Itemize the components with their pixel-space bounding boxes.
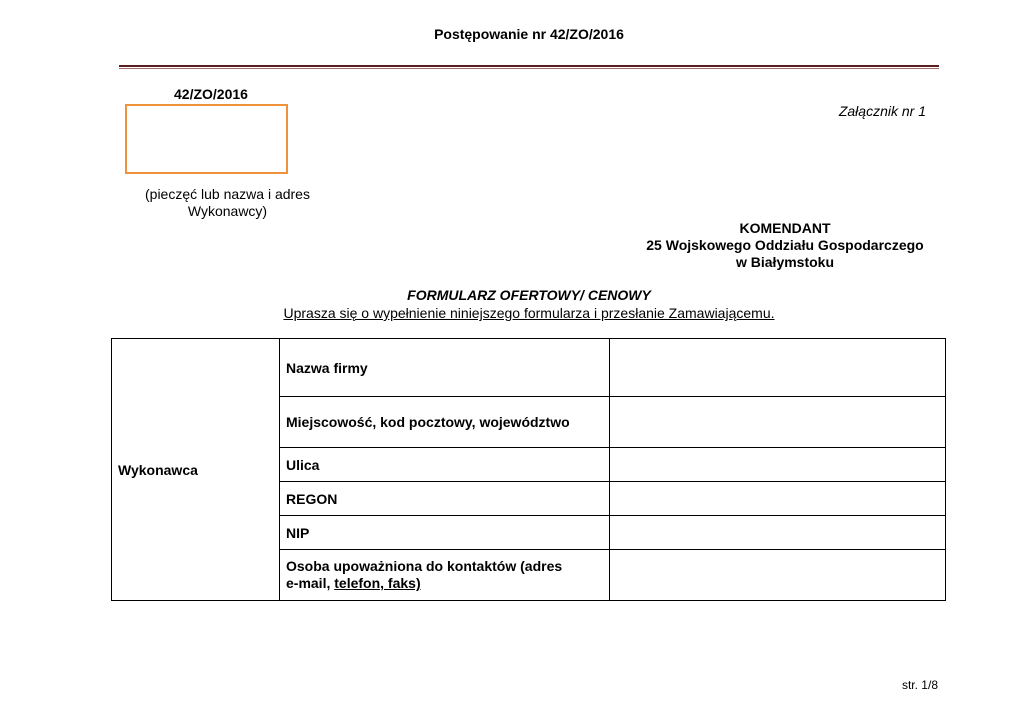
stamp-caption-line2: Wykonawcy) xyxy=(187,203,268,219)
document-header-title: Postępowanie nr 42/ZO/2016 xyxy=(434,26,624,42)
company-name-field[interactable] xyxy=(610,339,946,397)
form-request: Uprasza się o wypełnienie niniejszego formularza i przesłanie Zamawiającemu. xyxy=(283,305,775,321)
stamp-caption-line1: (pieczęć lub nazwa i adres xyxy=(145,186,310,202)
row-label-regon: REGON xyxy=(280,482,610,516)
recipient-line3: w Białymstoku xyxy=(735,254,835,270)
street-field[interactable] xyxy=(610,448,946,482)
header-rule xyxy=(119,65,939,67)
contact-label-part1: Osoba upoważniona do kontaktów (adres xyxy=(286,558,563,574)
row-label-street: Ulica xyxy=(280,448,610,482)
page-number: str. 1/8 xyxy=(901,678,938,692)
regon-field[interactable] xyxy=(610,482,946,516)
contractor-group-label: Wykonawca xyxy=(112,339,280,601)
contractor-table xyxy=(111,338,946,601)
contact-label-part3: telefon, faks) xyxy=(334,575,421,591)
row-label-location: Miejscowość, kod pocztowy, województwo xyxy=(280,397,610,448)
contact-label-part2: e-mail, xyxy=(286,575,335,591)
row-label-contact-person xyxy=(280,550,610,601)
stamp-caption xyxy=(120,186,335,220)
stamp-box[interactable] xyxy=(125,104,288,174)
form-title: FORMULARZ OFERTOWY/ CENOWY xyxy=(407,287,651,303)
location-field[interactable] xyxy=(610,397,946,448)
recipient-line1: KOMENDANT xyxy=(739,220,831,236)
contact-person-field[interactable] xyxy=(610,550,946,601)
row-label-nip: NIP xyxy=(280,516,610,550)
reference-number: 42/ZO/2016 xyxy=(174,86,248,102)
header-rule-secondary xyxy=(119,68,939,69)
row-label-company-name: Nazwa firmy xyxy=(280,339,610,397)
nip-field[interactable] xyxy=(610,516,946,550)
recipient-line2: 25 Wojskowego Oddziału Gospodarczego xyxy=(646,237,924,253)
recipient-block xyxy=(600,220,970,271)
annex-label: Załącznik nr 1 xyxy=(838,103,926,119)
